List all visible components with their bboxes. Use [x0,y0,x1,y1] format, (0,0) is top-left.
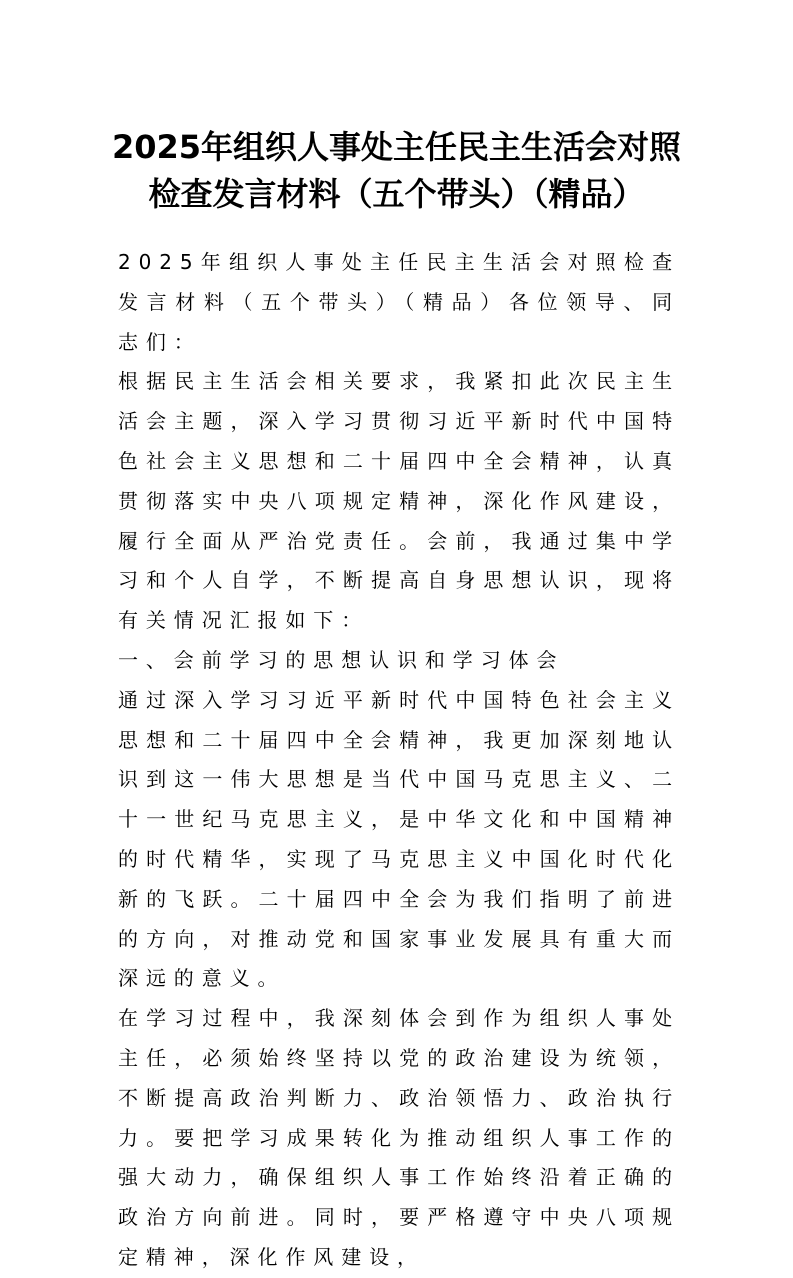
section-heading: 一、会前学习的思想认识和学习体会 [118,647,565,672]
paragraph-intro: 2025年组织人事处主任民主生活会对照检查发言材料（五个带头）（精品）各位领导、同志们： [118,250,680,354]
paragraph-learning: 通过深入学习习近平新时代中国特色社会主义思想和二十届四中全会精神，我更加深刻地认识到这一伟大思想是当代中国马克思主义、二十一世纪马克思主义，是中华文化和中国精神的时代精华，实现了马克思主义中国化时代化新的飞跃。二十届四中全会为我们指明了前进的方向，对推动党和国家事业发展具有重大而深远的意义。 [118,687,680,991]
paragraph-reflection: 在学习过程中，我深刻体会到作为组织人事处主任，必须始终坚持以党的政治建设为统领，不断提高政治判断力、政治领悟力、政治执行力。要把学习成果转化为推动组织人事工作的强大动力，确保组织人事工作始终沿着正确的政治方向前进。同时，要严格遵守中央八项规定精神，深化作风建设， [118,1006,680,1269]
paragraph-background: 根据民主生活会相关要求，我紧扣此次民主生活会主题，深入学习贯彻习近平新时代中国特色社会主义思想和二十届四中全会精神，认真贯彻落实中央八项规定精神，深化作风建设，履行全面从严治党责任。会前，我通过集中学习和个人自学，不断提高自身思想认识，现将有关情况汇报如下： [118,369,680,633]
document-body [118,243,680,1278]
document-title: 2025年组织人事处主任民主生活会对照检查发言材料（五个带头）（精品） [111,128,682,213]
